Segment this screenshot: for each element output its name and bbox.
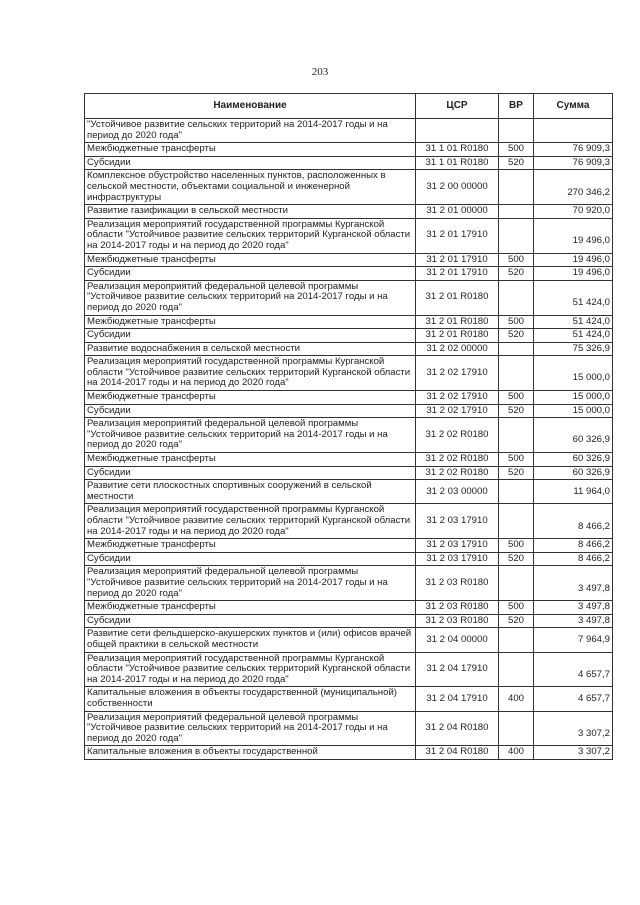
row-vr — [499, 652, 534, 687]
row-sum: 15 000,0 — [534, 356, 613, 391]
table-row — [85, 391, 613, 405]
row-csr: 31 2 01 17910 — [416, 267, 499, 281]
row-sum: 15 000,0 — [534, 391, 613, 405]
row-vr: 520 — [499, 466, 534, 480]
row-csr: 31 2 02 17910 — [416, 404, 499, 418]
row-csr: 31 2 02 R0180 — [416, 418, 499, 453]
row-name: Реализация мероприятий федеральной целевой программы "Устойчивое развитие сельских территорий на 2014-2017 годы и на период до 2020 года" — [85, 280, 416, 315]
row-sum: 4 657,7 — [534, 687, 613, 711]
row-vr — [499, 628, 534, 652]
row-name: Межбюджетные трансферты — [85, 391, 416, 405]
row-csr: 31 2 03 00000 — [416, 480, 499, 504]
row-csr: 31 2 01 17910 — [416, 218, 499, 253]
row-name: Реализация мероприятий государственной программы Курганской области "Устойчивое развитие сельских территорий Курганской области на 2014-2017 годы и на период до 2020 года" — [85, 504, 416, 539]
header-csr: ЦСР — [416, 94, 499, 119]
row-sum: 3 497,8 — [534, 601, 613, 615]
row-vr — [499, 342, 534, 356]
row-csr: 31 2 04 17910 — [416, 652, 499, 687]
row-vr — [499, 170, 534, 205]
row-name: Реализация мероприятий государственной программы Курганской области "Устойчивое развитие сельских территорий Курганской области на 2014-2017 годы и на период до 2020 года" — [85, 218, 416, 253]
table-row — [85, 143, 613, 157]
row-csr — [416, 119, 499, 143]
row-sum: 270 346,2 — [534, 170, 613, 205]
row-sum: 51 424,0 — [534, 280, 613, 315]
row-vr: 500 — [499, 453, 534, 467]
table-row — [85, 315, 613, 329]
header-vr: ВР — [499, 94, 534, 119]
row-name: Реализация мероприятий государственной программы Курганской области "Устойчивое развитие сельских территорий Курганской области на 2014-2017 годы и на период до 2020 года" — [85, 652, 416, 687]
table-row — [85, 453, 613, 467]
row-name: Развитие сети фельдшерско-акушерских пунктов и (или) офисов врачей общей практики в сельской местности — [85, 628, 416, 652]
table-body — [85, 119, 613, 760]
row-name: Реализация мероприятий федеральной целевой программы "Устойчивое развитие сельских территорий на 2014-2017 годы и на период до 2020 года" — [85, 566, 416, 601]
row-csr: 31 2 04 R0180 — [416, 746, 499, 760]
row-csr: 31 2 04 R0180 — [416, 711, 499, 746]
row-vr: 500 — [499, 391, 534, 405]
row-name: Реализация мероприятий федеральной целевой программы "Устойчивое развитие сельских территорий на 2014-2017 годы и на период до 2020 года" — [85, 418, 416, 453]
table-row — [85, 687, 613, 711]
row-csr: 31 2 00 00000 — [416, 170, 499, 205]
row-csr: 31 1 01 R0180 — [416, 156, 499, 170]
table-row — [85, 119, 613, 143]
row-sum: 11 964,0 — [534, 480, 613, 504]
row-vr: 520 — [499, 552, 534, 566]
row-csr: 31 2 03 17910 — [416, 539, 499, 553]
row-sum: 3 307,2 — [534, 746, 613, 760]
row-csr: 31 2 02 17910 — [416, 391, 499, 405]
row-name: Развитие сети плоскостных спортивных сооружений в сельской местности — [85, 480, 416, 504]
row-vr — [499, 356, 534, 391]
row-sum: 60 326,9 — [534, 453, 613, 467]
row-name: Комплексное обустройство населенных пунктов, расположенных в сельской местности, объектами социальной и инженерной инфраструктуры — [85, 170, 416, 205]
table-row — [85, 280, 613, 315]
row-name: Капитальные вложения в объекты государственной — [85, 746, 416, 760]
table-row — [85, 628, 613, 652]
row-name: Субсидии — [85, 552, 416, 566]
row-vr — [499, 418, 534, 453]
row-name: Реализация мероприятий государственной программы Курганской области "Устойчивое развитие сельских территорий Курганской области на 2014-2017 годы и на период до 2020 года" — [85, 356, 416, 391]
budget-table — [84, 93, 613, 760]
row-sum: 76 909,3 — [534, 156, 613, 170]
table-row — [85, 156, 613, 170]
row-sum: 15 000,0 — [534, 404, 613, 418]
row-csr: 31 2 03 R0180 — [416, 614, 499, 628]
table-row — [85, 552, 613, 566]
table-row — [85, 711, 613, 746]
table-row — [85, 601, 613, 615]
row-csr: 31 2 02 00000 — [416, 342, 499, 356]
table-row — [85, 404, 613, 418]
header-sum: Сумма — [534, 94, 613, 119]
table-row — [85, 342, 613, 356]
row-csr: 31 2 01 17910 — [416, 253, 499, 267]
row-csr: 31 2 02 R0180 — [416, 466, 499, 480]
row-sum: 7 964,9 — [534, 628, 613, 652]
row-name: Межбюджетные трансферты — [85, 601, 416, 615]
row-vr — [499, 711, 534, 746]
row-name: Реализация мероприятий федеральной целевой программы "Устойчивое развитие сельских территорий на 2014-2017 годы и на период до 2020 года" — [85, 711, 416, 746]
row-csr: 31 2 03 17910 — [416, 552, 499, 566]
row-csr: 31 2 02 17910 — [416, 356, 499, 391]
row-sum — [534, 119, 613, 143]
row-vr: 500 — [499, 315, 534, 329]
row-sum: 8 466,2 — [534, 539, 613, 553]
table-row — [85, 329, 613, 343]
row-vr — [499, 480, 534, 504]
row-vr: 500 — [499, 253, 534, 267]
row-csr: 31 2 04 00000 — [416, 628, 499, 652]
row-name: Межбюджетные трансферты — [85, 539, 416, 553]
row-csr: 31 2 01 R0180 — [416, 329, 499, 343]
row-name: "Устойчивое развитие сельских территорий на 2014-2017 годы и на период до 2020 года" — [85, 119, 416, 143]
row-sum: 70 920,0 — [534, 205, 613, 219]
row-vr: 520 — [499, 404, 534, 418]
row-vr — [499, 504, 534, 539]
table-row — [85, 418, 613, 453]
table-row — [85, 205, 613, 219]
row-vr: 520 — [499, 614, 534, 628]
table-row — [85, 652, 613, 687]
row-sum: 60 326,9 — [534, 466, 613, 480]
row-csr: 31 2 03 17910 — [416, 504, 499, 539]
row-vr: 500 — [499, 601, 534, 615]
row-name: Капитальные вложения в объекты государственной (муниципальной) собственности — [85, 687, 416, 711]
row-vr — [499, 280, 534, 315]
row-sum: 3 497,8 — [534, 566, 613, 601]
row-sum: 3 307,2 — [534, 711, 613, 746]
table-row — [85, 170, 613, 205]
row-vr — [499, 566, 534, 601]
row-csr: 31 2 01 00000 — [416, 205, 499, 219]
row-sum: 4 657,7 — [534, 652, 613, 687]
row-vr — [499, 218, 534, 253]
row-csr: 31 2 01 R0180 — [416, 280, 499, 315]
table-row — [85, 466, 613, 480]
table-row — [85, 539, 613, 553]
row-sum: 51 424,0 — [534, 315, 613, 329]
row-name: Субсидии — [85, 404, 416, 418]
row-vr — [499, 205, 534, 219]
row-vr: 400 — [499, 687, 534, 711]
row-name: Межбюджетные трансферты — [85, 453, 416, 467]
table-row — [85, 614, 613, 628]
row-vr: 400 — [499, 746, 534, 760]
row-csr: 31 2 01 R0180 — [416, 315, 499, 329]
row-name: Субсидии — [85, 329, 416, 343]
row-csr: 31 2 04 17910 — [416, 687, 499, 711]
row-sum: 8 466,2 — [534, 552, 613, 566]
table-header-row — [85, 94, 613, 119]
row-sum: 19 496,0 — [534, 267, 613, 281]
row-name: Развитие газификации в сельской местности — [85, 205, 416, 219]
row-sum: 19 496,0 — [534, 253, 613, 267]
table-row — [85, 267, 613, 281]
page-number: 203 — [311, 66, 329, 78]
row-vr: 520 — [499, 156, 534, 170]
row-sum: 8 466,2 — [534, 504, 613, 539]
table-row — [85, 218, 613, 253]
row-name: Субсидии — [85, 466, 416, 480]
row-name: Межбюджетные трансферты — [85, 143, 416, 157]
row-name: Межбюджетные трансферты — [85, 315, 416, 329]
row-vr: 500 — [499, 143, 534, 157]
row-vr: 520 — [499, 329, 534, 343]
row-name: Субсидии — [85, 614, 416, 628]
row-vr — [499, 119, 534, 143]
row-name: Развитие водоснабжения в сельской местности — [85, 342, 416, 356]
row-name: Межбюджетные трансферты — [85, 253, 416, 267]
row-sum: 51 424,0 — [534, 329, 613, 343]
row-sum: 75 326,9 — [534, 342, 613, 356]
row-csr: 31 2 03 R0180 — [416, 566, 499, 601]
table-row — [85, 746, 613, 760]
table-row — [85, 504, 613, 539]
table-row — [85, 566, 613, 601]
row-sum: 19 496,0 — [534, 218, 613, 253]
table-row — [85, 480, 613, 504]
row-csr: 31 2 02 R0180 — [416, 453, 499, 467]
row-vr: 520 — [499, 267, 534, 281]
table-row — [85, 356, 613, 391]
table-row — [85, 253, 613, 267]
header-name: Наименование — [85, 94, 416, 119]
row-name: Субсидии — [85, 156, 416, 170]
row-csr: 31 2 03 R0180 — [416, 601, 499, 615]
row-name: Субсидии — [85, 267, 416, 281]
row-sum: 76 909,3 — [534, 143, 613, 157]
row-vr: 500 — [499, 539, 534, 553]
row-sum: 3 497,8 — [534, 614, 613, 628]
row-sum: 60 326,9 — [534, 418, 613, 453]
row-csr: 31 1 01 R0180 — [416, 143, 499, 157]
